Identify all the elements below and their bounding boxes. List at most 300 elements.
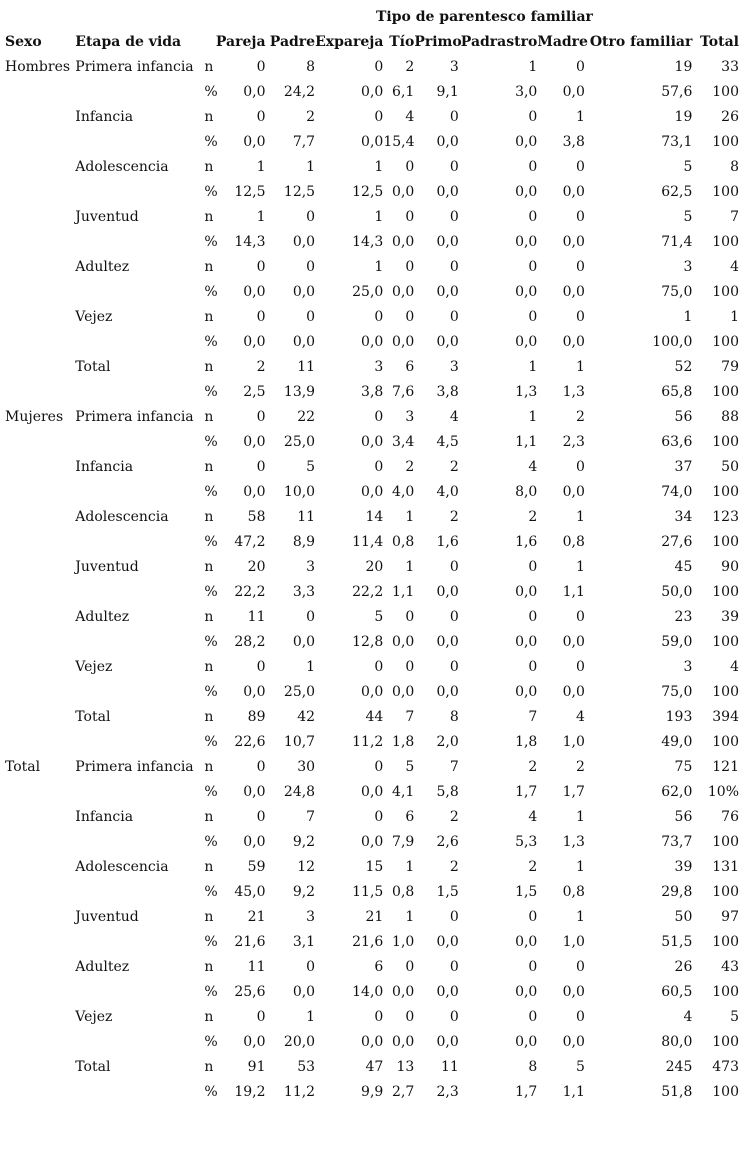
table-row (5, 780, 739, 805)
value-cell: 1 (306, 659, 316, 675)
value-cell: 0,0 (515, 584, 538, 600)
value-cell: 5 (575, 1059, 585, 1075)
table-row (5, 430, 739, 455)
stat-label-cell: n (204, 509, 214, 525)
table-row (5, 880, 739, 905)
value-cell: 2,3 (436, 1084, 459, 1100)
value-cell: 0,0 (562, 84, 585, 100)
value-cell: 45,0 (234, 884, 266, 900)
stat-label-cell: % (204, 434, 218, 450)
value-cell: 1 (374, 259, 384, 275)
value-cell: 9,2 (292, 884, 316, 900)
value-cell: 5 (683, 159, 693, 175)
header-padrastro: Padrastro (460, 34, 538, 50)
value-cell: 1 (575, 509, 585, 525)
value-cell: 0 (449, 659, 459, 675)
table-row (5, 580, 739, 605)
value-cell: 100 (712, 334, 739, 350)
etapa-cell: Juventud (75, 209, 139, 225)
value-cell: 0,0 (361, 434, 384, 450)
table-row (5, 655, 739, 680)
etapa-cell: Infancia (75, 809, 134, 825)
etapa-cell: Adultez (75, 259, 130, 275)
value-cell: 12,8 (352, 634, 384, 650)
value-cell: 21,6 (234, 934, 266, 950)
table-row (5, 530, 739, 555)
value-cell: 21 (247, 909, 266, 925)
table-row (5, 80, 739, 105)
value-cell: 0,0 (562, 234, 585, 250)
value-cell: 0 (528, 559, 538, 575)
value-cell: 50 (674, 909, 693, 925)
value-cell: 3 (306, 559, 316, 575)
sexo-cell (5, 380, 75, 405)
table-row (5, 380, 739, 405)
etapa-cell: Adultez (75, 959, 130, 975)
stat-label-cell: % (204, 984, 218, 1000)
value-cell: 0,0 (361, 484, 384, 500)
value-cell: 1,1 (562, 1084, 585, 1100)
value-cell: 10,7 (283, 734, 316, 750)
value-cell: 2 (256, 359, 266, 375)
value-cell: 12,5 (283, 184, 316, 200)
table-row (5, 505, 739, 530)
value-cell: 0 (374, 309, 384, 325)
sexo-cell (5, 480, 75, 505)
value-cell: 39 (721, 609, 739, 625)
value-cell: 0,0 (361, 134, 384, 150)
stat-label-cell: % (204, 884, 218, 900)
value-cell: 394 (712, 709, 739, 725)
value-cell: 1 (575, 109, 585, 125)
value-cell: 1,1 (515, 434, 538, 450)
value-cell: 0,0 (515, 334, 538, 350)
value-cell: 57,6 (661, 84, 693, 100)
value-cell: 7 (528, 709, 538, 725)
value-cell: 1 (575, 809, 585, 825)
value-cell: 1,7 (515, 1084, 538, 1100)
value-cell: 22,2 (352, 584, 384, 600)
value-cell: 0 (528, 309, 538, 325)
value-cell: 2 (449, 859, 459, 875)
value-cell: 11 (247, 959, 266, 975)
etapa-cell: Total (75, 359, 111, 375)
value-cell: 100 (712, 484, 739, 500)
stat-label-cell: % (204, 334, 218, 350)
value-cell: 1 (405, 859, 415, 875)
value-cell: 26 (721, 109, 739, 125)
value-cell: 0,0 (392, 634, 415, 650)
value-cell: 26 (674, 959, 693, 975)
value-cell: 0 (449, 159, 459, 175)
value-cell: 25,0 (352, 284, 384, 300)
value-cell: 14,3 (352, 234, 384, 250)
value-cell: 60,5 (661, 984, 693, 1000)
value-cell: 1 (575, 559, 585, 575)
sexo-cell (5, 430, 75, 455)
sexo-cell (5, 905, 75, 930)
stat-label-cell: % (204, 1034, 218, 1050)
value-cell: 0 (575, 159, 585, 175)
stat-label-cell: n (204, 609, 214, 625)
etapa-cell: Primera infancia (75, 409, 194, 425)
header-pareja: Pareja (215, 34, 266, 50)
value-cell: 4 (528, 809, 538, 825)
value-cell: 24,8 (283, 784, 316, 800)
sexo-cell (5, 1030, 75, 1055)
value-cell: 121 (712, 759, 739, 775)
value-cell: 0,0 (562, 484, 585, 500)
stat-label-cell: n (204, 1009, 214, 1025)
value-cell: 131 (712, 859, 739, 875)
value-cell: 0 (374, 59, 384, 75)
value-cell: 15,4 (383, 134, 415, 150)
stat-label-cell: % (204, 384, 218, 400)
sexo-cell (5, 155, 75, 180)
value-cell: 6 (405, 809, 415, 825)
value-cell: 0 (306, 959, 316, 975)
stat-label-cell: n (204, 859, 214, 875)
sexo-cell (5, 105, 75, 130)
value-cell: 0 (405, 959, 415, 975)
value-cell: 29,8 (661, 884, 693, 900)
value-cell: 100 (712, 734, 739, 750)
value-cell: 22,6 (234, 734, 266, 750)
etapa-cell: Primera infancia (75, 59, 194, 75)
value-cell: 0 (256, 1009, 266, 1025)
value-cell: 51,5 (661, 934, 693, 950)
value-cell: 0,0 (436, 934, 459, 950)
table-row (5, 130, 739, 155)
value-cell: 0,0 (515, 234, 538, 250)
value-cell: 0,0 (361, 834, 384, 850)
value-cell: 1 (528, 59, 538, 75)
sexo-cell: Total (5, 759, 41, 775)
value-cell: 0,0 (515, 934, 538, 950)
sexo-cell (5, 955, 75, 980)
sexo-cell (5, 630, 75, 655)
value-cell: 1 (256, 209, 266, 225)
sexo-cell (5, 555, 75, 580)
value-cell: 0 (405, 1009, 415, 1025)
table-row (5, 905, 739, 930)
value-cell: 100 (712, 234, 739, 250)
value-cell: 73,7 (661, 834, 693, 850)
sexo-cell: Hombres (5, 59, 71, 75)
value-cell: 2 (528, 759, 538, 775)
value-cell: 8 (449, 709, 459, 725)
stat-label-cell: % (204, 634, 218, 650)
value-cell: 0 (528, 909, 538, 925)
value-cell: 75,0 (661, 684, 693, 700)
value-cell: 0,0 (392, 1034, 415, 1050)
stat-label-cell: n (204, 409, 214, 425)
value-cell: 75 (674, 759, 693, 775)
etapa-cell (75, 130, 200, 155)
value-cell: 52 (674, 359, 693, 375)
value-cell: 100 (712, 384, 739, 400)
value-cell: 0 (528, 209, 538, 225)
value-cell: 22 (297, 409, 316, 425)
value-cell: 1 (374, 159, 384, 175)
value-cell: 2,0 (436, 734, 459, 750)
sexo-cell (5, 80, 75, 105)
table-row (5, 205, 739, 230)
header-primo: Primo (414, 34, 462, 50)
value-cell: 1,3 (562, 384, 585, 400)
value-cell: 0 (575, 659, 585, 675)
table-row (5, 705, 739, 730)
sexo-cell (5, 530, 75, 555)
stat-label-cell: % (204, 584, 218, 600)
stat-label-cell: n (204, 59, 214, 75)
value-cell: 0 (449, 959, 459, 975)
value-cell: 0 (374, 659, 384, 675)
value-cell: 0,0 (361, 334, 384, 350)
sexo-cell (5, 1005, 75, 1030)
stat-label-cell: % (204, 734, 218, 750)
value-cell: 7 (306, 809, 316, 825)
value-cell: 0 (374, 109, 384, 125)
value-cell: 62,5 (661, 184, 693, 200)
value-cell: 0 (374, 1009, 384, 1025)
value-cell: 5 (405, 759, 415, 775)
value-cell: 47,2 (234, 534, 266, 550)
value-cell: 3,8 (436, 384, 459, 400)
value-cell: 0,0 (562, 984, 585, 1000)
header-total: Total (699, 34, 739, 50)
value-cell: 1 (306, 1009, 316, 1025)
stat-label-cell: n (204, 559, 214, 575)
value-cell: 50 (721, 459, 739, 475)
etapa-cell: Primera infancia (75, 759, 194, 775)
value-cell: 0,0 (515, 184, 538, 200)
value-cell: 5 (730, 1009, 739, 1025)
value-cell: 0 (405, 659, 415, 675)
sexo-cell (5, 455, 75, 480)
header-otro-familiar: Otro familiar (589, 34, 693, 50)
sexo-cell (5, 580, 75, 605)
table-row (5, 405, 739, 430)
value-cell: 20 (365, 559, 384, 575)
table-row (5, 680, 739, 705)
etapa-cell: Infancia (75, 459, 134, 475)
value-cell: 0,0 (361, 1034, 384, 1050)
value-cell: 14,0 (352, 984, 384, 1000)
etapa-cell: Juventud (75, 909, 139, 925)
value-cell: 3 (374, 359, 384, 375)
etapa-cell: Total (75, 1059, 111, 1075)
sexo-cell (5, 305, 75, 330)
value-cell: 14 (365, 509, 384, 525)
value-cell: 1,3 (562, 834, 585, 850)
stat-label-cell: n (204, 209, 214, 225)
table-row (5, 55, 739, 80)
value-cell: 3,4 (392, 434, 415, 450)
value-cell: 21 (365, 909, 384, 925)
value-cell: 0,0 (515, 984, 538, 1000)
value-cell: 11 (297, 509, 316, 525)
sexo-cell (5, 930, 75, 955)
value-cell: 44 (365, 709, 384, 725)
value-cell: 4 (683, 1009, 693, 1025)
value-cell: 1 (575, 359, 585, 375)
value-cell: 0,0 (292, 984, 316, 1000)
value-cell: 34 (674, 509, 693, 525)
sexo-cell (5, 180, 75, 205)
value-cell: 0 (575, 259, 585, 275)
value-cell: 56 (674, 809, 693, 825)
etapa-cell (75, 230, 200, 255)
value-cell: 14,3 (234, 234, 266, 250)
etapa-cell: Total (75, 709, 111, 725)
sexo-cell (5, 1055, 75, 1080)
value-cell: 11 (440, 1059, 459, 1075)
value-cell: 74,0 (661, 484, 693, 500)
table-row (5, 980, 739, 1005)
stat-label-cell: % (204, 834, 218, 850)
value-cell: 0 (575, 309, 585, 325)
value-cell: 7,7 (292, 134, 316, 150)
value-cell: 100 (712, 134, 739, 150)
etapa-cell (75, 830, 200, 855)
etapa-cell: Vejez (75, 659, 113, 675)
value-cell: 4 (528, 459, 538, 475)
value-cell: 0 (528, 159, 538, 175)
value-cell: 100 (712, 834, 739, 850)
value-cell: 3,0 (515, 84, 538, 100)
value-cell: 80,0 (661, 1034, 693, 1050)
table-row (5, 555, 739, 580)
value-cell: 20 (247, 559, 266, 575)
value-cell: 45 (674, 559, 693, 575)
value-cell: 0 (449, 259, 459, 275)
value-cell: 0,0 (562, 284, 585, 300)
value-cell: 4,1 (392, 784, 415, 800)
etapa-cell: Adultez (75, 609, 130, 625)
value-cell: 2 (528, 509, 538, 525)
value-cell: 0 (306, 259, 316, 275)
value-cell: 0,0 (392, 234, 415, 250)
value-cell: 51,8 (661, 1084, 693, 1100)
value-cell: 8 (730, 159, 739, 175)
value-cell: 4,5 (436, 434, 459, 450)
value-cell: 49,0 (661, 734, 693, 750)
value-cell: 0,0 (392, 984, 415, 1000)
value-cell: 1 (575, 859, 585, 875)
value-cell: 13 (396, 1059, 415, 1075)
stat-label-cell: % (204, 284, 218, 300)
value-cell: 33 (721, 59, 739, 75)
sexo-cell (5, 230, 75, 255)
value-cell: 100 (712, 284, 739, 300)
value-cell: 0,0 (243, 1034, 266, 1050)
value-cell: 19 (674, 59, 693, 75)
value-cell: 15 (365, 859, 384, 875)
value-cell: 91 (247, 1059, 266, 1075)
stat-label-cell: n (204, 759, 214, 775)
value-cell: 10,0 (283, 484, 316, 500)
value-cell: 1,1 (562, 584, 585, 600)
value-cell: 0,0 (292, 634, 316, 650)
value-cell: 0,0 (243, 484, 266, 500)
value-cell: 0,8 (392, 884, 415, 900)
value-cell: 1,1 (392, 584, 415, 600)
value-cell: 2 (405, 59, 415, 75)
etapa-cell (75, 330, 200, 355)
value-cell: 89 (247, 709, 266, 725)
value-cell: 0,0 (243, 684, 266, 700)
etapa-cell: Vejez (75, 309, 113, 325)
value-cell: 100 (712, 684, 739, 700)
value-cell: 1,0 (562, 734, 585, 750)
value-cell: 0,0 (515, 284, 538, 300)
etapa-cell (75, 480, 200, 505)
table-row (5, 730, 739, 755)
table-row (5, 155, 739, 180)
value-cell: 2,5 (243, 384, 266, 400)
value-cell: 0 (374, 759, 384, 775)
value-cell: 6,1 (392, 84, 415, 100)
etapa-cell (75, 280, 200, 305)
etapa-cell: Infancia (75, 109, 134, 125)
value-cell: 0 (256, 109, 266, 125)
value-cell: 0,0 (515, 134, 538, 150)
sexo-cell (5, 355, 75, 380)
sexo-cell (5, 830, 75, 855)
value-cell: 0,0 (562, 1034, 585, 1050)
header-sexo: Sexo (5, 34, 42, 50)
value-cell: 0,0 (361, 784, 384, 800)
value-cell: 0 (256, 659, 266, 675)
value-cell: 0,0 (361, 84, 384, 100)
value-cell: 0,0 (243, 134, 266, 150)
table-row (5, 1055, 739, 1080)
value-cell: 7 (449, 759, 459, 775)
value-cell: 4 (449, 409, 459, 425)
value-cell: 27,6 (661, 534, 693, 550)
value-cell: 0,0 (436, 634, 459, 650)
value-cell: 2 (449, 459, 459, 475)
value-cell: 0,0 (436, 684, 459, 700)
value-cell: 8,9 (292, 534, 316, 550)
value-cell: 7,9 (392, 834, 415, 850)
sexo-cell (5, 505, 75, 530)
etapa-cell (75, 1080, 200, 1105)
value-cell: 47 (365, 1059, 384, 1075)
value-cell: 20,0 (283, 1034, 316, 1050)
value-cell: 0,0 (436, 984, 459, 1000)
value-cell: 0 (528, 659, 538, 675)
value-cell: 100 (712, 934, 739, 950)
table-row (5, 480, 739, 505)
value-cell: 0,0 (392, 284, 415, 300)
value-cell: 0 (528, 959, 538, 975)
value-cell: 0 (306, 609, 316, 625)
value-cell: 0,8 (392, 534, 415, 550)
value-cell: 100 (712, 984, 739, 1000)
value-cell: 1 (306, 159, 316, 175)
value-cell: 2 (449, 509, 459, 525)
table-row (5, 1030, 739, 1055)
value-cell: 58 (247, 509, 266, 525)
table-row (5, 105, 739, 130)
value-cell: 0,0 (243, 834, 266, 850)
value-cell: 100,0 (652, 334, 693, 350)
value-cell: 0,0 (243, 284, 266, 300)
stat-label-cell: % (204, 184, 218, 200)
value-cell: 90 (721, 559, 739, 575)
